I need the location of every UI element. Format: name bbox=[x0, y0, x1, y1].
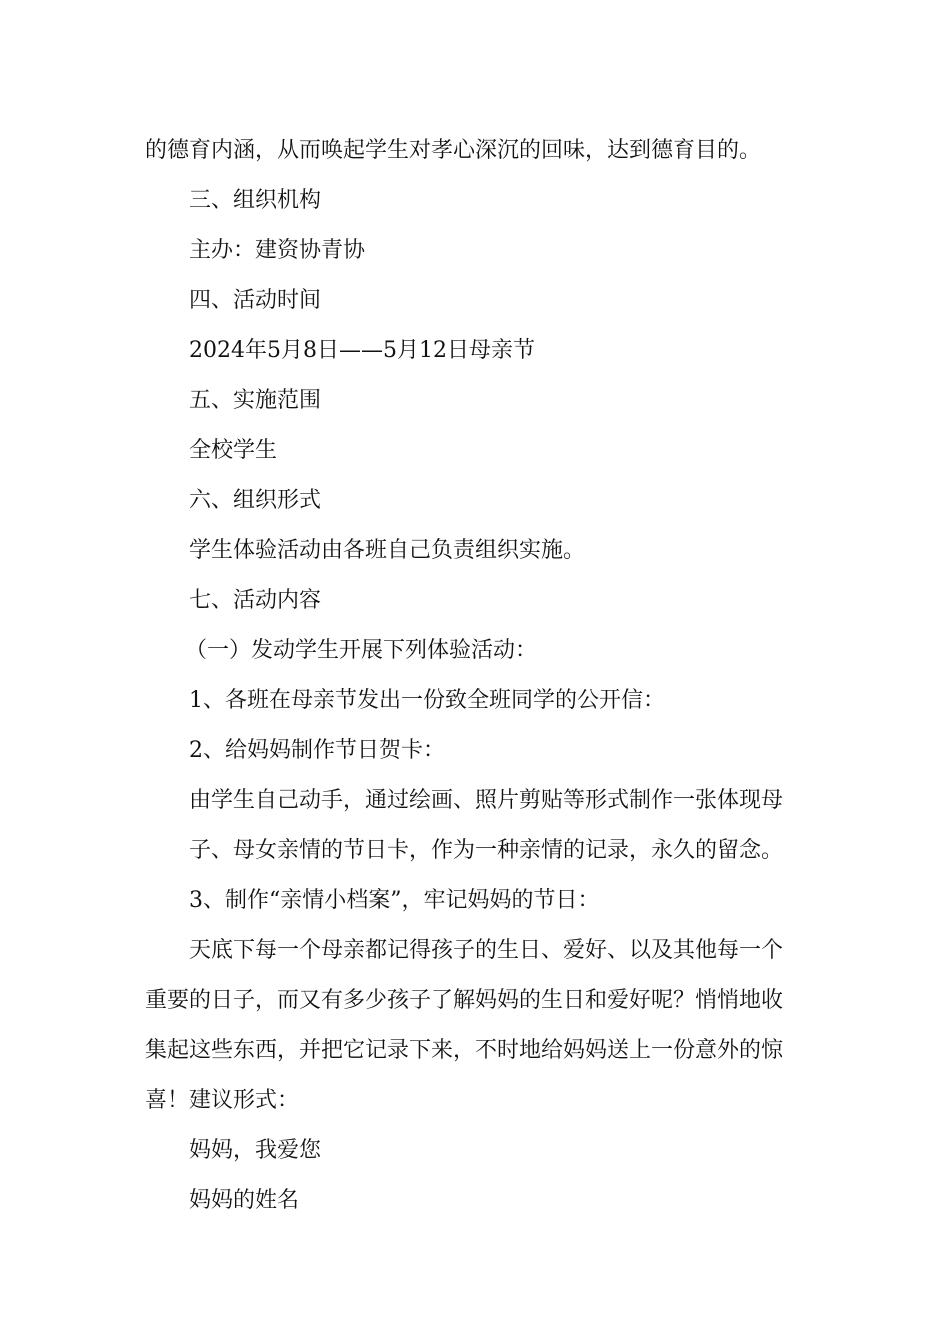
organizer-text: 主办：建资协青协 bbox=[189, 238, 366, 263]
section-heading-organization: 三、组织机构 bbox=[189, 188, 322, 213]
example-line: 妈妈的姓名 bbox=[189, 1188, 300, 1213]
section-heading-content: 七、活动内容 bbox=[189, 588, 322, 613]
scope-text: 全校学生 bbox=[189, 438, 278, 463]
form-text: 学生体验活动由各班自己负责组织实施。 bbox=[189, 538, 586, 563]
paragraph-continuation: 的德育内涵，从而唤起学生对孝心深沉的回味，达到德育目的。 bbox=[145, 138, 762, 163]
list-item-3: 3、制作“亲情小档案”，牢记妈妈的节日： bbox=[189, 888, 600, 913]
paragraph-line: 由学生自己动手，通过绘画、照片剪贴等形式制作一张体现母 bbox=[189, 788, 784, 813]
section-heading-form: 六、组织形式 bbox=[189, 488, 322, 513]
paragraph-line: 集起这些东西，并把它记录下来，不时地给妈妈送上一份意外的惊 bbox=[145, 1038, 784, 1063]
section-heading-scope: 五、实施范围 bbox=[189, 388, 322, 413]
example-line: 妈妈，我爱您 bbox=[189, 1138, 322, 1163]
list-item-1: 1、各班在母亲节发出一份致全班同学的公开信： bbox=[189, 688, 665, 713]
section-heading-time: 四、活动时间 bbox=[189, 288, 322, 313]
paragraph-line: 重要的日子，而又有多少孩子了解妈妈的生日和爱好呢？悄悄地收 bbox=[145, 988, 784, 1013]
activity-time-text: 2024年5月8日——5月12日母亲节 bbox=[189, 338, 535, 363]
paragraph-line: 喜！建议形式： bbox=[145, 1088, 300, 1113]
subsection-heading: （一）发动学生开展下列体验活动： bbox=[185, 638, 538, 663]
paragraph-line: 子、母女亲情的节日卡，作为一种亲情的记录，永久的留念。 bbox=[189, 838, 784, 863]
list-item-2: 2、给妈妈制作节日贺卡： bbox=[189, 738, 445, 763]
paragraph-line: 天底下每一个母亲都记得孩子的生日、爱好、以及其他每一个 bbox=[189, 938, 784, 963]
